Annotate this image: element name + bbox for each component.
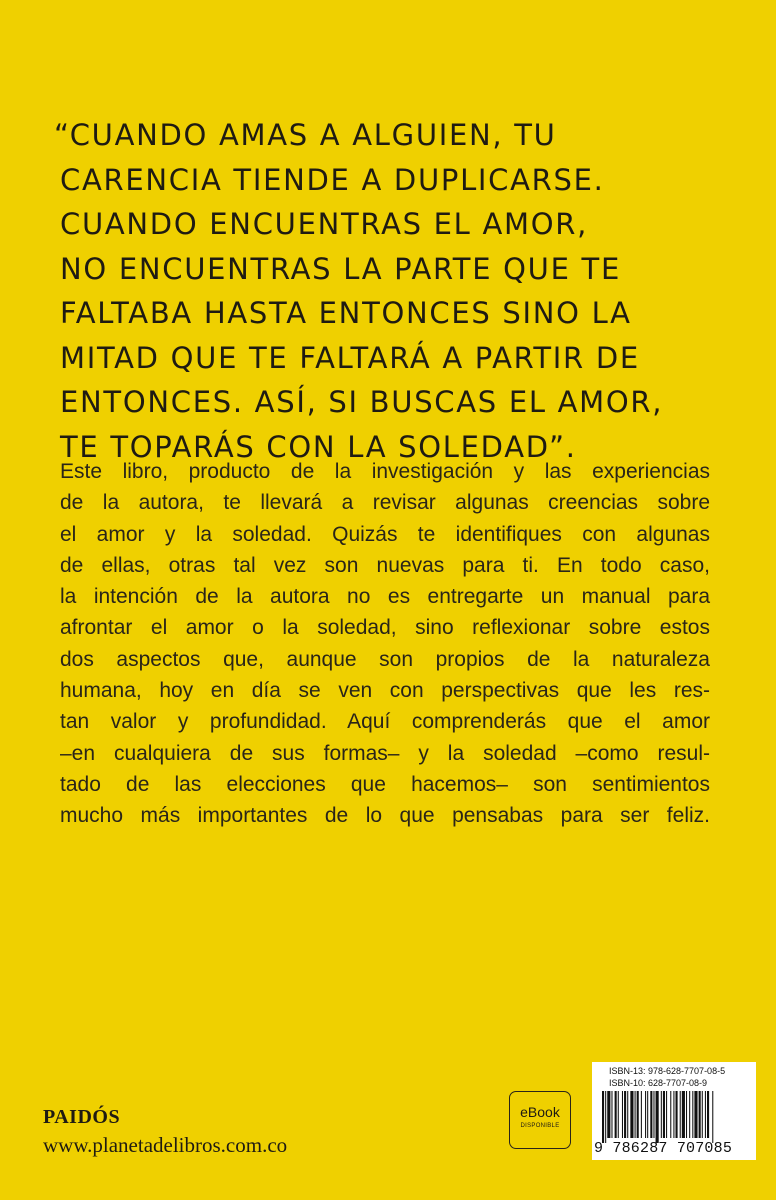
description-line: mucho más importantes de lo que pensabas para ser feliz.	[60, 804, 710, 828]
description-line: humana, hoy en día se ven con perspectivas que les res-	[60, 679, 710, 703]
barcode-bar	[689, 1091, 690, 1138]
isbn-10-label: ISBN-10: 628-7707-08-9	[609, 1078, 708, 1088]
barcode-bar	[661, 1091, 662, 1138]
barcode-bar	[699, 1091, 701, 1138]
barcode-bar	[627, 1091, 628, 1138]
barcode-bar	[624, 1091, 626, 1138]
barcode-bar	[635, 1091, 636, 1138]
barcode-bar	[666, 1091, 667, 1138]
description-line: el amor y la soledad. Quizás te identifiques con algunas	[60, 522, 710, 546]
barcode-bar	[676, 1091, 678, 1138]
description-line: afrontar el amor o la soledad, sino reflexionar sobre estos	[60, 616, 710, 640]
barcode-bar	[692, 1091, 693, 1138]
barcode-bar	[647, 1091, 648, 1138]
quote-line: TE TOPARÁS CON LA SOLEDAD”.	[60, 429, 577, 464]
description-line: dos aspectos que, aunque son propios de la naturaleza	[60, 647, 710, 671]
barcode-digits: 9 786287 707085	[594, 1140, 733, 1157]
barcode-bar	[630, 1091, 633, 1138]
barcode-bar	[645, 1091, 646, 1138]
barcode-bar	[712, 1091, 713, 1143]
barcode-bar	[641, 1091, 642, 1138]
description-line: de ellas, otras tal vez son nuevas para ti. En todo caso,	[60, 553, 710, 577]
barcode-bar	[686, 1091, 687, 1138]
quote-line: FALTABA HASTA ENTONCES SINO LA	[60, 296, 632, 330]
barcode-bar	[622, 1091, 623, 1138]
description-line: de la autora, te llevará a revisar algunas creencias sobre	[60, 491, 710, 515]
quote-line: “CUANDO AMAS A ALGUIEN, TU	[54, 118, 557, 152]
description-line: tado de las elecciones que hacemos– son sentimientos	[60, 772, 710, 796]
barcode-bar	[670, 1091, 671, 1138]
barcode-bar	[680, 1091, 681, 1138]
quote-line: CUANDO ENCUENTRAS EL AMOR,	[60, 207, 588, 241]
barcode-bar	[663, 1091, 665, 1138]
publisher-logo: PAIDÓS	[43, 1106, 121, 1128]
quote-line: NO ENCUENTRAS LA PARTE QUE TE	[60, 251, 621, 286]
quote-line: ENTONCES. ASÍ, SI BUSCAS EL AMOR,	[60, 385, 664, 419]
barcode-bar	[650, 1091, 652, 1138]
ebook-badge	[509, 1091, 571, 1149]
barcode-bar	[611, 1091, 612, 1138]
barcode-bar	[705, 1091, 706, 1138]
isbn-13-label: ISBN-13: 978-628-7707-08-5	[609, 1066, 726, 1076]
description-line: la intención de la autora no es entregarte un manual para	[60, 585, 710, 609]
barcode-bar	[605, 1091, 606, 1143]
back-cover-quote	[54, 113, 750, 469]
barcode-bar	[673, 1091, 674, 1138]
barcode-bar	[707, 1091, 709, 1138]
barcode-bar	[602, 1091, 604, 1143]
barcode-bar	[618, 1091, 619, 1138]
description-line: Este libro, producto de la investigación y las experiencias	[60, 460, 710, 483]
isbn-barcode	[592, 1062, 756, 1160]
barcode-bar	[637, 1091, 639, 1138]
barcode-bar	[656, 1091, 659, 1143]
quote-line: MITAD QUE TE FALTARÁ A PARTIR DE	[60, 340, 640, 375]
back-cover-description	[60, 456, 710, 832]
description-line: tan valor y profundidad. Aquí comprenderás que el amor	[60, 710, 710, 734]
publisher-website: www.planetadelibros.com.co	[43, 1133, 288, 1157]
barcode-bars	[600, 1091, 750, 1143]
ebook-badge-title: eBook	[520, 1104, 560, 1120]
barcode-bar	[615, 1091, 617, 1138]
barcode-bar	[653, 1091, 654, 1138]
description-line: –en cualquiera de sus formas– y la soledad –como resul-	[60, 741, 710, 765]
barcode-bar	[607, 1091, 610, 1138]
ebook-badge-subtitle: DISPONIBLE	[520, 1123, 560, 1129]
barcode-bar	[682, 1091, 685, 1138]
quote-line: CARENCIA TIENDE A DUPLICARSE.	[60, 162, 605, 197]
barcode-bar	[694, 1091, 697, 1138]
barcode-bar	[702, 1091, 703, 1138]
